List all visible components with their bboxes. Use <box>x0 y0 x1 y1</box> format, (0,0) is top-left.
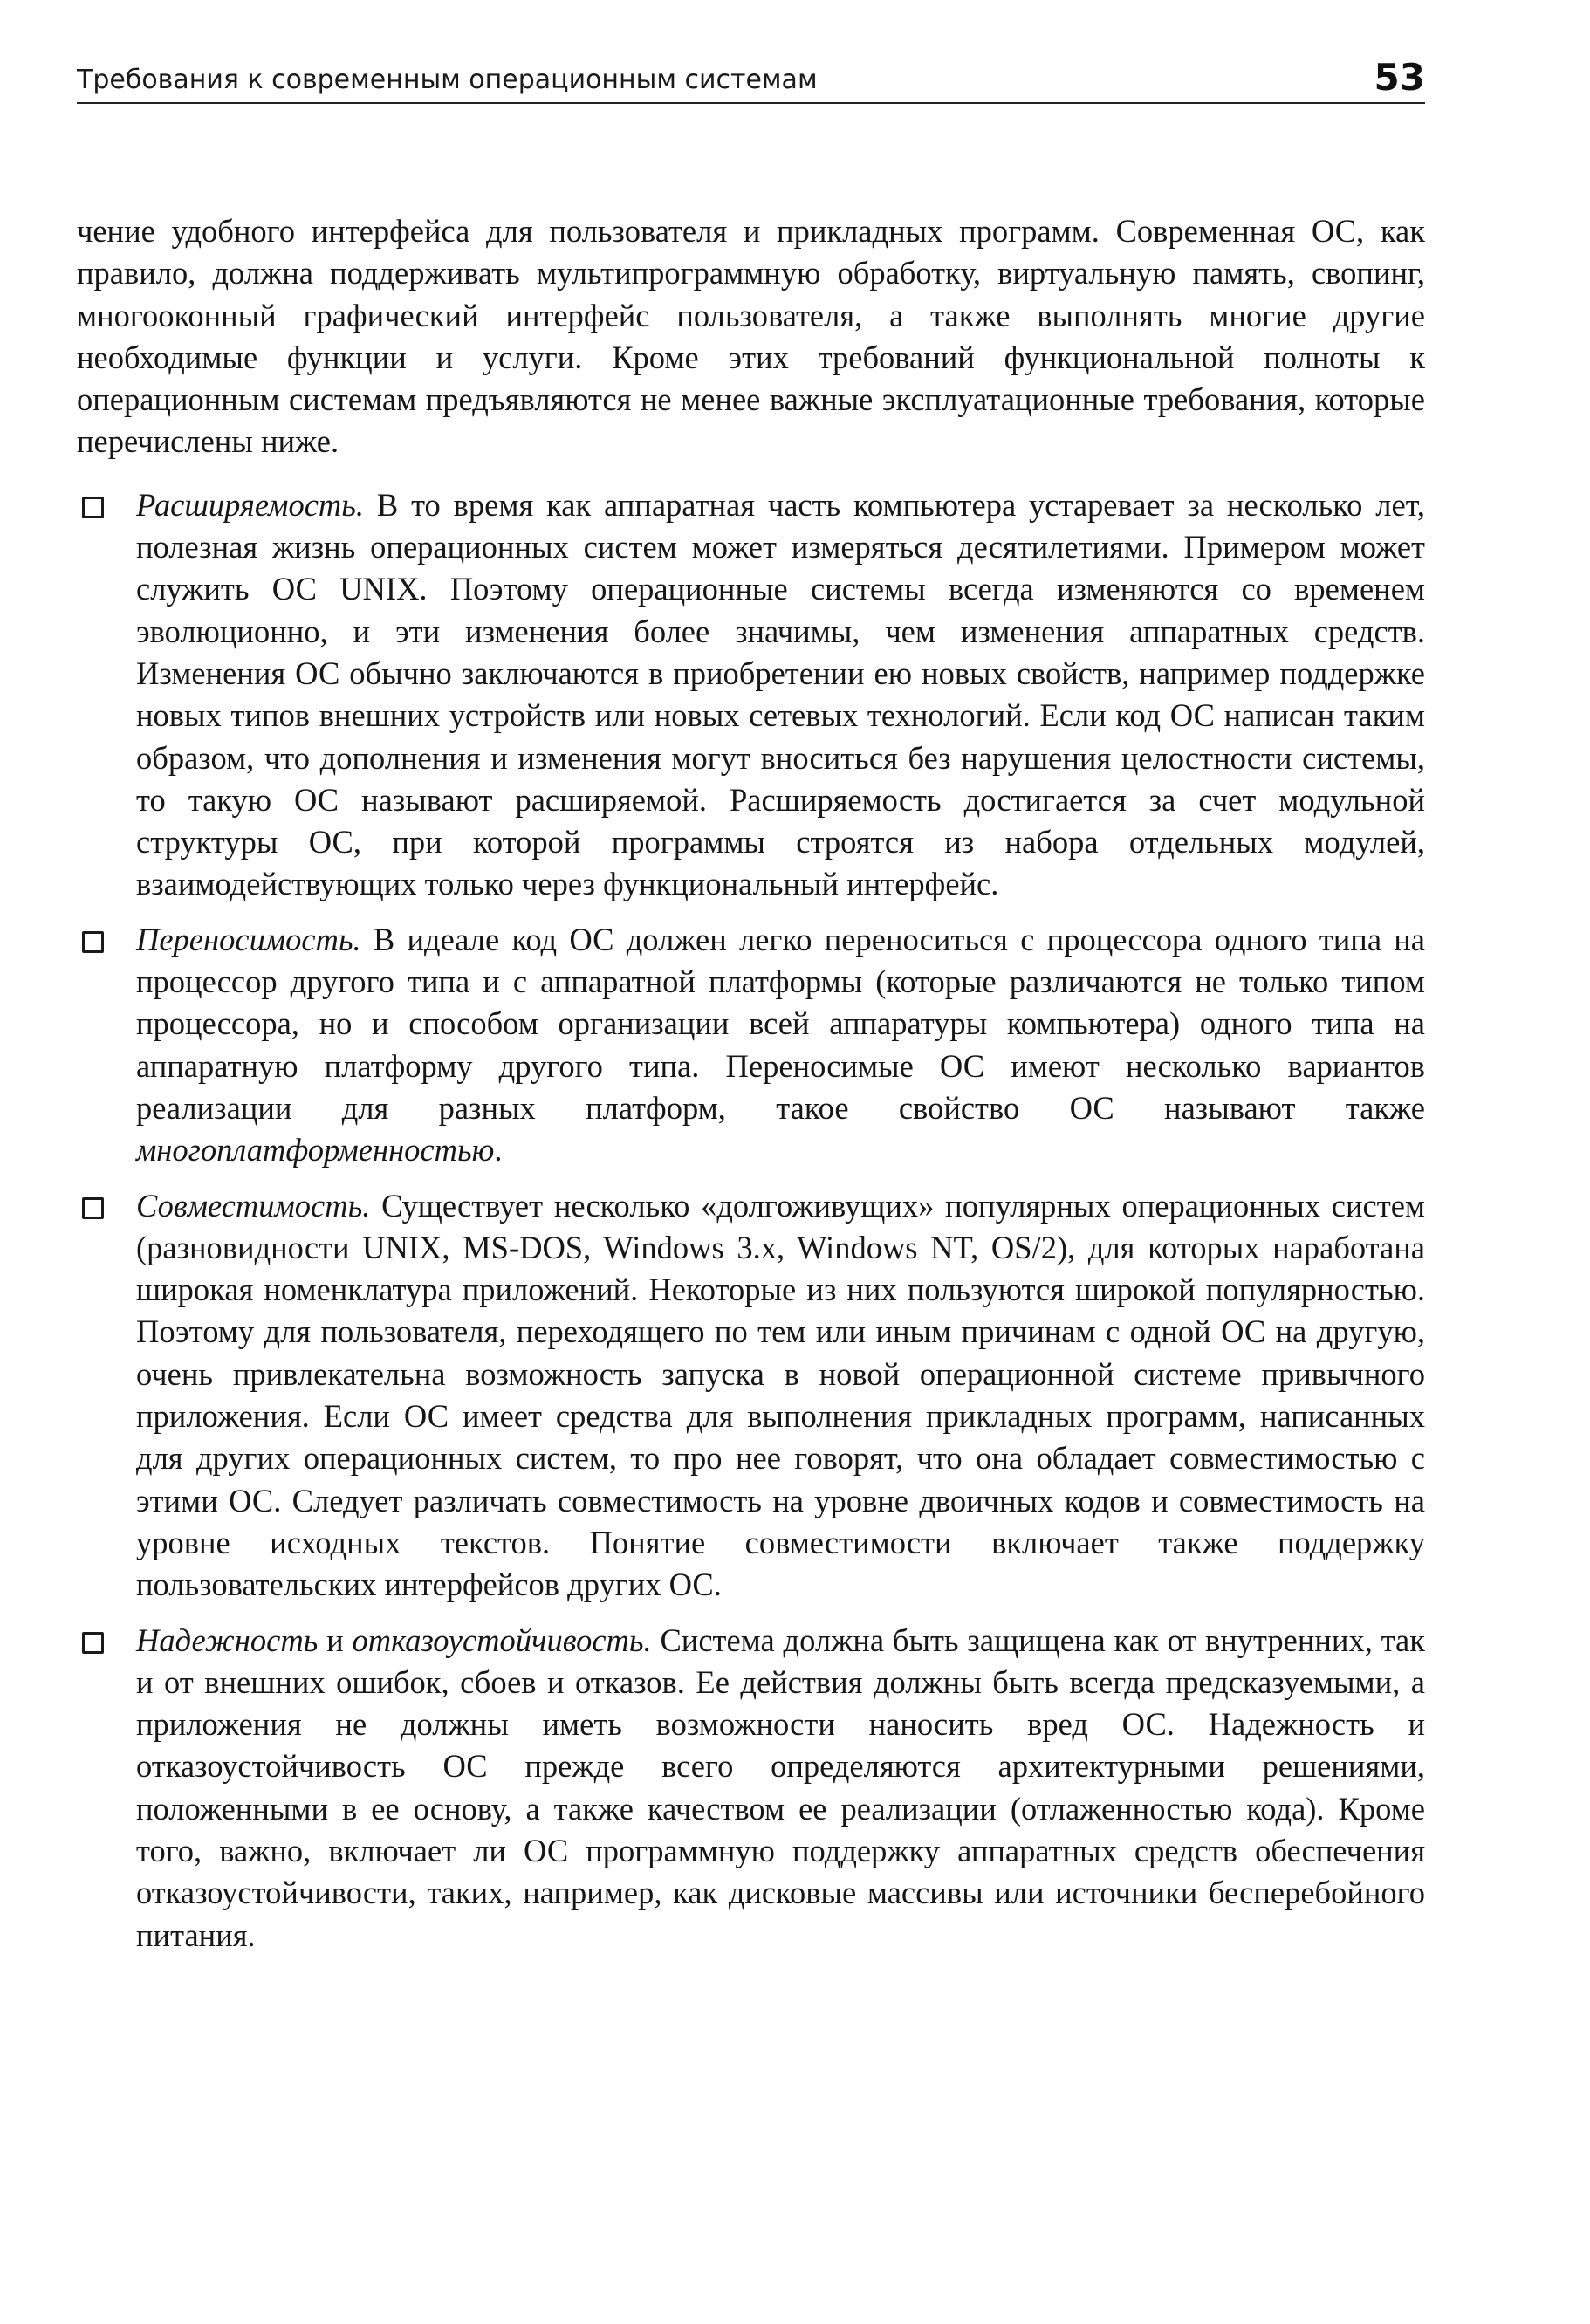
book-page <box>77 48 1425 1970</box>
requirements-list <box>77 484 1425 1957</box>
checkbox-bullet-icon <box>82 1632 104 1654</box>
item-conjunction: и <box>318 1621 353 1658</box>
term-extensibility: Расширяемость. <box>136 486 365 523</box>
running-head-title: Требования к современным операционным системам <box>77 65 818 95</box>
intro-paragraph: чение удобного интерфейса для пользователя и прикладных программ. Современная ОС, как правило, должна поддерживать мультипрограммную обработку, виртуальную память, свопинг, многооконный графический интерфейс пользователя, а также выполнять многие другие необходимые функции и услуги. Кроме этих требований функциональной полноты к операционным системам предъявляются не менее важные эксплуатационные требования, которые перечислены ниже. <box>77 213 1425 460</box>
item-text: В то время как аппаратная часть компьютера устаревает за несколько лет, полезная жизнь операционных систем может измеряться десятилетиями. Примером может служить ОС UNIX. Поэтому операционные системы всегда изменяются со временем эволюционно, и эти изменения более значимы, чем изменения аппаратных средств. Изменения ОС обычно заключаются в приобретении ею новых свойств, например поддержке новых типов внешних устройств или новых сетевых технологий. Если код ОС написан таким образом, что дополнения и изменения могут вноситься без нарушения целостности системы, то такую ОС называют расширяемой. Расширяемость достигается за счет модульной структуры ОС, при которой программы строятся из набора отдельных модулей, взаимодействующих только через функциональный интерфейс. <box>136 486 1425 902</box>
item-text: В идеале код ОС должен легко переноситься с процессора одного типа на процессор другого типа и с аппаратной платформы (которые различаются не только типом процессора, но и способом организации всей аппаратуры компьютера) одного типа на аппаратную платформу другого типа. Переносимые ОС имеют несколько вариантов реализации для разных платформ, такое свойство ОС называют также <box>136 921 1425 1126</box>
term-compatibility: Совместимость. <box>136 1187 371 1224</box>
list-item-extensibility <box>77 484 1425 906</box>
checkbox-bullet-icon <box>82 497 104 518</box>
term-multiplatform: многоплатформенностью <box>136 1132 495 1169</box>
checkbox-bullet-icon <box>82 931 104 953</box>
term-fault-tolerance: отказоустойчивость. <box>352 1621 652 1658</box>
item-text: Существует несколько «долгоживущих» популярных операционных систем (разновидности UNIX, MS-DOS, Windows 3.x, Windows NT, OS/2), для которых наработана широкая номенклатура приложений. Некоторые из них пользуются широкой популярностью. Поэтому для пользователя, переходящего по тем или иным причинам с одной ОС на другую, очень привлекательна возможность запуска в новой операционной системе привычного приложения. Если ОС имеет средства для выполнения прикладных программ, написанных для других операционных систем, то про нее говорят, что она обладает совместимостью с этими ОС. Следует различать совместимость на уровне двоичных кодов и совместимость на уровне исходных текстов. Понятие совместимости включает также поддержку пользовательских интерфейсов других ОС. <box>136 1187 1425 1603</box>
term-portability: Переносимость. <box>136 921 361 957</box>
item-tail: . <box>494 1132 503 1169</box>
list-item-compatibility <box>77 1185 1425 1607</box>
list-item-portability <box>77 919 1425 1172</box>
list-item-reliability <box>77 1620 1425 1957</box>
item-text: Система должна быть защищена как от внутренних, так и от внешних ошибок, сбоев и отказов. Ее действия должны быть всегда предсказуемыми, а приложения не должны иметь возможности наносить вред ОС. Надежность и отказоустойчивость ОС прежде всего определяются архитектурными решениями, положенными в ее основу, а также качеством ее реализации (отлаженностью кода). Кроме того, важно, включает ли ОС программную поддержку аппаратных средств обеспечения отказоустойчивости, таких, например, как дисковые массивы или источники бесперебойного питания. <box>136 1621 1425 1953</box>
running-head <box>77 48 1425 104</box>
page-number: 53 <box>1374 56 1425 99</box>
checkbox-bullet-icon <box>82 1197 104 1219</box>
term-reliability: Надежность <box>136 1621 319 1658</box>
